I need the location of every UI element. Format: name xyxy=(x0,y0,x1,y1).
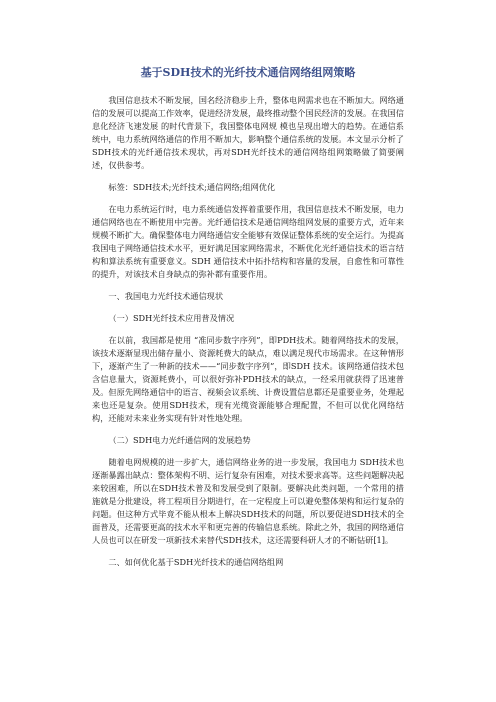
subsection-1-body: 在以前，我国都是使用 “准同步数字序列”，即PDH技术。随着网络技术的发展，该技术逐渐显现出储存量小、资源耗费大的缺点，难以满足现代市场需求。在这种情形下，逐渐产生了一种新的技术——“同步数字序列”，即SDH 技术。该网络通信技术包含信息量大，资源耗费小，可以很好弥补PDH技术的缺点，一经采用就获得了迅速普及。但原先网络通信中的语言、视频会议系统、计费设置信息都还是重要业务，处理起来也还是复杂。使用SDH技术，现有光缆资源能够合理配置，不但可以优化网络结构，还能对未来业务实现有针对性地处理。 xyxy=(92,335,404,423)
intro-paragraph: 在电力系统运行时，电力系统通信发挥着重要作用，我国信息技术不断发展，电力通信网络也在不断使用中完善。光纤通信技术是通信网络组网发展的重要方式，近年来规模不断扩大。确保整体电力网络通信安全能够有效保证整体系统的安全运行。为提高我国电子网络通信技术水平，更好满足国家网络需求，不断优化光纤通信技术的语言结构和算法系统有重要意义。SDH 通信技术中拓扑结构和容量的发展，自愈性和可靠性的提升，对该技术自身缺点的弥补都有重要作用。 xyxy=(92,204,404,279)
section-heading-2: 二、如何优化基于SDH光纤技术的通信网络组网 xyxy=(108,557,284,567)
section-heading-1: 一、我国电力光纤技术通信现状 xyxy=(108,291,224,301)
document-title: 基于SDH技术的光纤技术通信网络组网策略 xyxy=(140,66,356,79)
subsection-2-body: 随着电网规模的进一步扩大，通信网络业务的进一步发展，我国电力 SDH技术也逐渐暴露出缺点：整体架构不明、运行复杂有困难，对技术要求高等。这些问题解决起来较困难，所以在SDH技术普及和发展受到了限制。要解决此类问题，一个常用的措施就是分批建设，将工程项目分期进行，在一定程度上可以避免整体架构和运行复杂的问题。但这种方式毕竟不能从根本上解决SDH技术的问题，所以要促进SDH技术的全面普及，还需要更高的技术水平和更完善的传输信息系统。除此之外，我国的网络通信人员也可以在研发一项新技术来替代SDH技术，这还需要科研人才的不断钻研[1]。 xyxy=(92,457,404,545)
abstract-paragraph: 我国信息技术不断发展，国名经济稳步上升，整体电网需求也在不断加大。网络通信的发展可以提高工作效率，促进经济发展，最终推动整个国民经济的发展。在我国信息化经济飞速发展 的时代背景下，我国整体电网规 模也呈现出增大的趋势。在通信系统中，电力系统网络通信的作用不断加大，影响整个通信系统的发展。本文显示分析了SDH技术的光纤通信技术现状，再对SDH光纤技术的通信网络组网策略做了简要阐述，仅供参考。 xyxy=(92,95,404,170)
subsection-heading-1: （一）SDH光纤技术应用普及情况 xyxy=(108,313,235,323)
keywords-line: 标签：SDH技术;光纤技术;通信网络;组网优化 xyxy=(108,182,276,192)
subsection-heading-2: （二）SDH电力光纤通信网的发展趋势 xyxy=(108,435,251,445)
